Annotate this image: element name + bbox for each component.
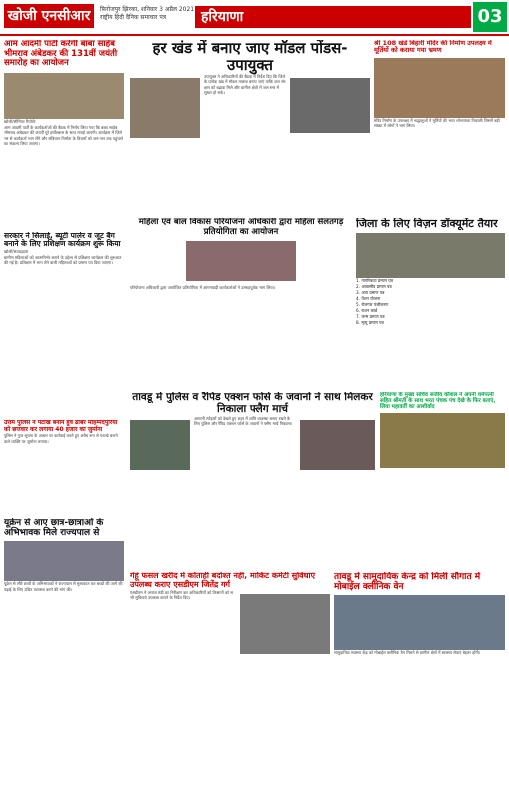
article-aap	[4, 40, 124, 230]
list-item: 1. नागरिकता प्रमाण पत्र	[356, 278, 393, 284]
list-item: 5. रोजगार पंजीकरण	[356, 302, 389, 308]
article-chief-secretary	[380, 392, 505, 567]
article-body: सामुदायिक स्वास्थ्य केंद्र को मोबाईल क्लीनिक वैन मिलने से ग्रामीण क्षेत्रों में स्वास्थ्य सेवाएं बेहतर होंगी।	[334, 650, 481, 656]
section-title: हरियाणा	[195, 6, 471, 28]
headline: हरियाणा के मुख्य सचिव संजीव कौशल ने अपनी धर्मपत्नी सहित श्रीमती के साथ भरत पंचक पंच देखे के फिर बताएं, लिया महावर्ती का आशीर्वाद	[380, 392, 496, 411]
article-model-ponds	[130, 40, 370, 215]
article-body: पुलिस ने गुप्त सूचना के आधार पर कार्रवाई करते हुए अवैध रूप से पटाखे बनाने वाले व्यक्ति पर जुर्माना लगाया।	[4, 433, 118, 444]
article-flag-march	[130, 392, 375, 567]
article-police-fine	[4, 420, 124, 510]
byline: खोजी/संवाददाता	[4, 248, 29, 254]
article-photo	[300, 420, 375, 470]
headline: तावडू में पुलिस व रैपिड एक्शन फोर्स के जवानों ने साथ मिलकर निकाला फ्लैग मार्च	[132, 392, 373, 415]
headline: महिला एवं बाल विकास परियोजना अधिकारी द्वारा महिला सेलतगड़ प्रतियोगिता का आयोजन	[138, 218, 344, 237]
article-body: आगामी त्योहारों को देखते हुए शहर में शांति व्यवस्था बनाए रखने के लिए पुलिस और रैपिड एक्शन फोर्स के जवानों ने फ्लैग मार्च निकाला।	[194, 415, 293, 426]
list-item: 3. आय प्रमाण पत्र	[356, 290, 385, 296]
article-photo	[380, 413, 505, 468]
article-body: उपायुक्त ने अधिकारियों की बैठक में निर्देश दिए कि जिले के प्रत्येक खंड में मॉडल तालाब बनाए जाएं ताकि जल संरक्षण को बढ़ावा मिले और ग्रामीण क्षेत्रों में जल स्तर में सुधार हो सके।	[204, 73, 286, 96]
article-body: आम आदमी पार्टी के कार्यकर्ताओं की बैठक में निर्णय लिया गया कि बाबा साहेब भीमराव अंबेडकर की जयंती पूरे हर्षोल्लास के साथ मनाई जाएगी। कार्यक्रम में जिले भर से कार्यकर्ता भाग लेंगे और संविधान निर्माता के विचारों को जन-जन तक पहुंचाने का संकल्प लिया जाएगा।	[4, 124, 124, 147]
headline: गेहूं फसल खरीद में कोताही बर्दाश्त नहीं, मार्किट कमेटी सुविधाएं उपलब्ध कराए एसडीएम जितेंद्र गर्ग	[130, 572, 316, 589]
list-item: 2. आवासीय प्रमाण पत्र	[356, 284, 392, 290]
article-photo	[130, 420, 190, 470]
headline: श्री 108 खंडे बिहारी मंदिर की निर्माण उपलक्ष्य में मूर्तियों को कराया गया भ्रमण	[374, 40, 492, 55]
article-body: यूक्रेन से लौटे छात्रों के अभिभावकों ने राज्यपाल से मुलाकात कर बच्चों की आगे की पढ़ाई के लिए उचित व्यवस्था करने की मांग की।	[4, 581, 123, 592]
article-photo	[374, 58, 505, 118]
article-training	[4, 232, 124, 382]
headline: हर खंड में बनाए जाए मॉडल पोंडस-उपायुक्त	[152, 40, 348, 74]
article-photo	[130, 78, 200, 138]
byline: खोजी/सीनियर रिपोर्टर	[4, 118, 36, 124]
article-women-child	[130, 218, 352, 388]
article-photo	[290, 78, 370, 133]
list-item: 8. मृत्यु प्रमाण पत्र	[356, 320, 384, 326]
article-body: एसडीएम ने अनाज मंडी का निरीक्षण कर अधिकारियों को किसानों को सभी सुविधाएं उपलब्ध कराने के निर्देश दिए।	[130, 589, 233, 601]
article-photo	[356, 233, 505, 278]
list-item: 4. पेंशन योजना	[356, 296, 381, 302]
newspaper-logo: खोजी एनसीआर	[4, 4, 94, 28]
masthead-info	[100, 6, 194, 22]
article-temple	[374, 40, 505, 215]
list-item: 7. जन्म प्रमाण पत्र	[356, 314, 385, 320]
article-vision-document	[356, 218, 505, 388]
masthead	[0, 0, 509, 36]
article-wheat-procurement	[130, 572, 330, 797]
article-photo	[334, 595, 505, 650]
list-item: 6. राशन कार्ड	[356, 308, 378, 314]
page-number: 03	[473, 2, 507, 32]
headline: उत्तम पुलिस ने पटाखे बनाने हुवे ढाबर मोहम्मदपुरिया को छत्तवार कर लगाया 40 हजार का जुर्माना	[4, 420, 118, 433]
issue-date: फ़िरोजपुर झिरका, शनिवार 3 अप्रैल 2021	[100, 6, 195, 13]
article-body: परियोजना अधिकारी द्वारा आयोजित प्रतियोगिता में आंगनवाड़ी कार्यकर्ताओं ने उत्साहपूर्वक भाग लिया।	[130, 285, 276, 291]
tagline: राष्ट्रीय हिंदी दैनिक समाचार पत्र	[100, 14, 167, 21]
article-body: मंदिर निर्माण के उपलक्ष्य में श्रद्धालुओं ने मूर्तियों की भव्य शोभायात्रा निकाली जिसमें बड़ी संख्या में लोगों ने भाग लिया।	[374, 117, 500, 129]
headline: तावडू में सामुदायिक केन्द्र को मिली सौगात में मोबाईल क्लीनिक वेन	[334, 572, 481, 593]
headline: सरकार ने सिलाई, ब्यूटी पार्लर व जूट बैग बनाने के लिए प्रशिक्षण कार्यक्रम शुरू किया	[4, 232, 121, 249]
article-photo	[4, 541, 124, 581]
article-ukraine	[4, 518, 124, 638]
headline: यूक्रेन से आए छात्र-छात्राओं के अभिभावक मिले राज्यपाल से	[4, 518, 104, 539]
article-photo	[186, 241, 296, 281]
article-mobile-clinic	[334, 572, 505, 797]
article-photo	[4, 73, 124, 119]
article-photo	[240, 594, 330, 654]
article-body: ग्रामीण महिलाओं को आत्मनिर्भर बनाने के उद्देश्य से प्रशिक्षण कार्यक्रम की शुरुआत की गई है। प्रशिक्षण में भाग लेने वाली महिलाओं को प्रमाण पत्र दिया जाएगा।	[4, 254, 122, 266]
headline: आम आदमी पार्टी करेगी बाबा साहेब भीमराव अंबेडकर की 131वीं जयंती समारोह का आयोजन	[4, 40, 118, 69]
service-list	[356, 278, 505, 326]
headline: जिला के लिए विज़न डॉक्यूमेंट तैयार	[356, 218, 498, 230]
